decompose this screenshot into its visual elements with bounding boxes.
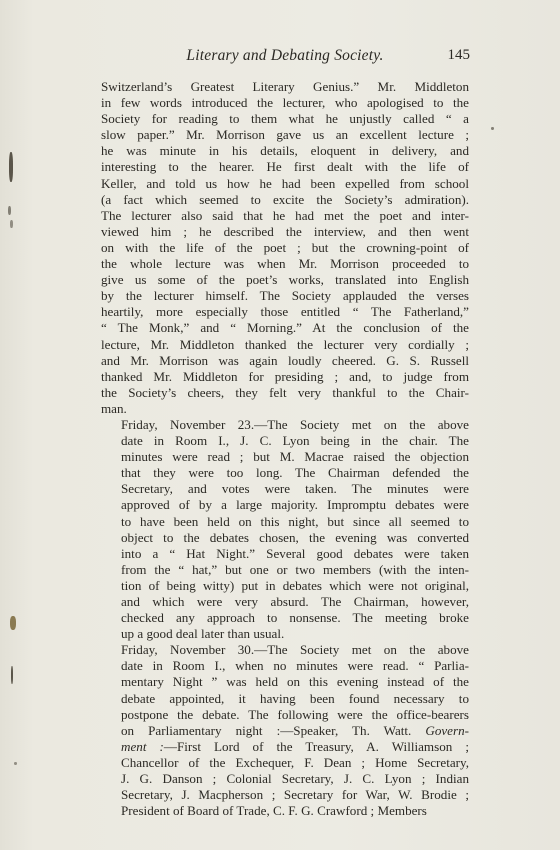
text-line: debate appointed, it having been found necessary to: [121, 690, 469, 706]
margin-ink-mark: [491, 127, 494, 130]
text-line: thanked Mr. Middleton for presiding ; and, to judge from: [101, 368, 469, 384]
text-line: and Mr. Morrison was again loudly cheered. G. S. Russell: [101, 352, 469, 368]
text-line: Society for reading to them what he unjustly called “ a: [101, 111, 469, 127]
text-line: minutes were read ; but M. Macrae raised the objection: [121, 449, 469, 465]
text-line: up a good deal later than usual.: [121, 626, 285, 642]
margin-ink-mark: [10, 220, 13, 228]
text-line: on Parliamentary night :—Speaker, Th. Watt. Govern-: [121, 722, 469, 738]
text-line: man.: [101, 400, 127, 416]
text-line: to have been held on this night, but since all seemed to: [121, 513, 469, 529]
margin-ink-mark: [14, 762, 17, 765]
text-line: viewed him ; he described the interview, and then went: [101, 223, 469, 239]
text-line: from the “ hat,” but one or two members (with the inten-: [121, 561, 469, 577]
text-line: lecture, Mr. Middleton thanked the lecturer very cordially ;: [101, 336, 469, 352]
text-line: “ The Monk,” and “ Morning.” At the conclusion of the: [101, 320, 469, 336]
text-line: Friday, November 30.—The Society met on the above: [121, 642, 469, 658]
text-line: approved of by a large majority. Impromptu debates were: [121, 497, 469, 513]
text-line: Chancellor of the Exchequer, F. Dean ; Home Secretary,: [121, 754, 469, 770]
paragraph: [101, 417, 469, 642]
text-line: into a “ Hat Night.” Several good debates were taken: [121, 545, 469, 561]
page-header: [100, 47, 470, 69]
text-line: (a fact which seemed to excite the Society’s admiration).: [101, 191, 469, 207]
text-line: slow paper.” Mr. Morrison gave us an excellent lecture ;: [101, 127, 469, 143]
margin-ink-mark: [9, 152, 13, 182]
text-line: Keller, and told us how he had been expelled from school: [101, 175, 469, 191]
text-line: tion of being witty) put in debates which were not original,: [121, 577, 469, 593]
text-line: that they were too long. The Chairman defended the: [121, 465, 469, 481]
text-line: interesting to the hearer. He first dealt with the life of: [101, 159, 469, 175]
text-line: heartily, more especially those entitled “ The Fatherland,”: [101, 304, 469, 320]
paragraph: [101, 79, 469, 417]
page-number: 145: [447, 47, 470, 63]
text-line: date in Room I., J. C. Lyon being in the chair. The: [121, 433, 469, 449]
margin-ink-mark: [11, 666, 13, 684]
margin-ink-mark: [8, 206, 11, 215]
text-line: in few words introduced the lecturer, who apologised to the: [101, 95, 469, 111]
text-line: and which were very absurd. The Chairman, however,: [121, 594, 469, 609]
text-line: he was minute in his details, eloquent in delivery, and: [101, 143, 469, 159]
text-line: by the lecturer himself. The Society applauded the verses: [101, 288, 469, 304]
text-line: Friday, November 23.—The Society met on the above: [121, 416, 469, 432]
text-line: on with the life of the poet ; but the crowning-point of: [101, 239, 469, 255]
text-line: checked any approach to nonsense. The meeting broke: [121, 610, 469, 626]
text-line: Switzerland’s Greatest Literary Genius.” Mr. Middleton: [101, 79, 469, 94]
text-line: Secretary, and votes were taken. The minutes were: [121, 481, 469, 497]
text-line: President of Board of Trade, C. F. G. Crawford ; Members: [121, 803, 427, 819]
text-line: give us some of the poet’s works, translated into English: [101, 272, 469, 288]
text-line: the Society’s cheers, they felt very thankful to the Chair-: [101, 384, 469, 400]
margin-ink-mark: [10, 616, 16, 630]
text-line: postpone the debate. The following were the office-bearers: [121, 706, 469, 722]
text-line: date in Room I., when no minutes were read. “ Parlia-: [121, 658, 469, 674]
text-line: mentary Night ” was held on this evening instead of the: [121, 674, 469, 690]
body-text: [101, 79, 469, 819]
text-line: the whole lecture was when Mr. Morrison proceeded to: [101, 256, 469, 272]
text-line: J. G. Danson ; Colonial Secretary, J. C. Lyon ; Indian: [121, 771, 469, 787]
text-line: Secretary, J. Macpherson ; Secretary for War, W. Brodie ;: [121, 787, 469, 803]
text-line: ment :—First Lord of the Treasury, A. Williamson ;: [121, 738, 469, 754]
text-line: object to the debates chosen, the evening was converted: [121, 529, 469, 545]
text-line: The lecturer also said that he had met the poet and inter-: [101, 207, 469, 223]
paragraph: [101, 642, 469, 819]
running-title: Literary and Debating Society.: [186, 47, 384, 64]
